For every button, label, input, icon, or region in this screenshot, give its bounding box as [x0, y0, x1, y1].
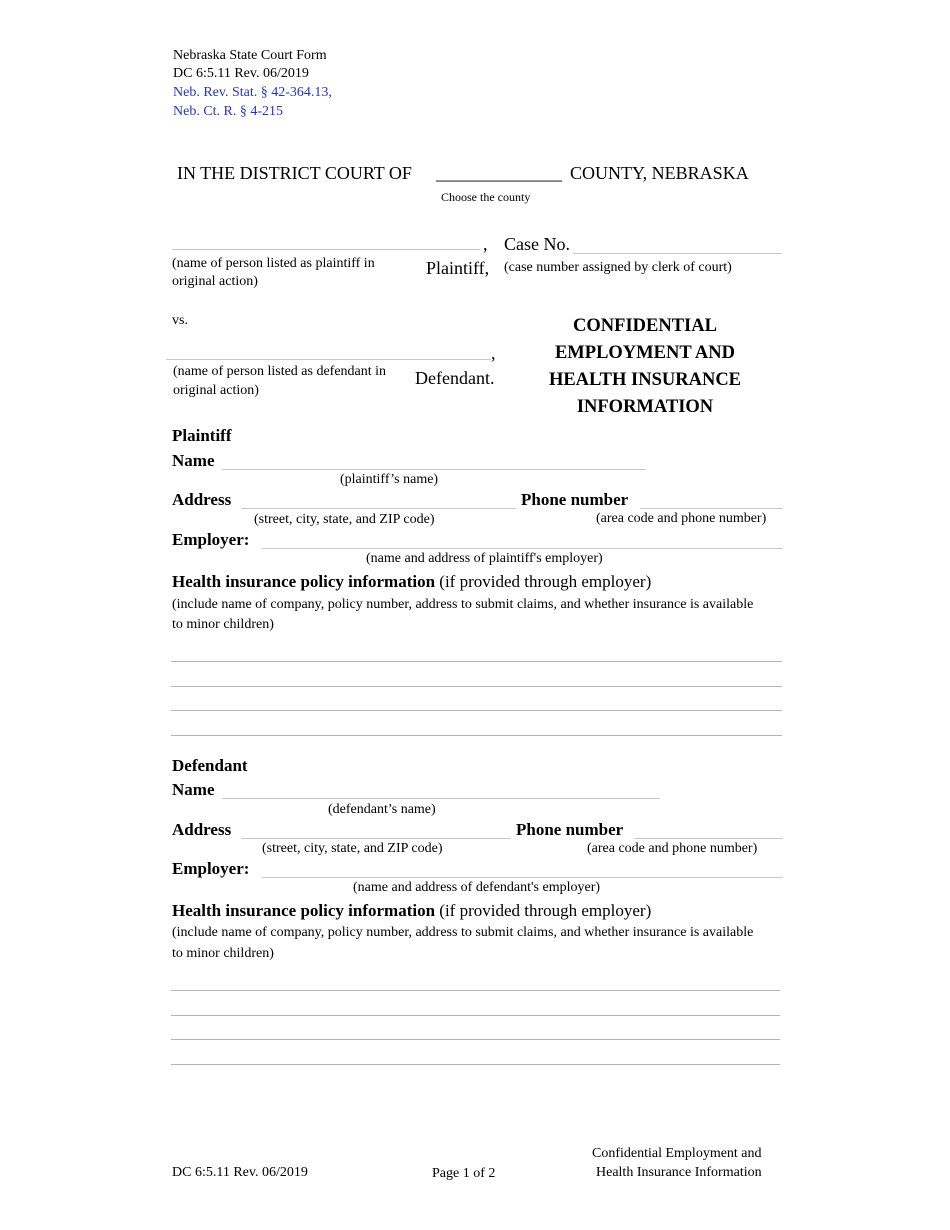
defendant-phone-input[interactable] — [634, 820, 783, 839]
defendant-insurance-line-4[interactable] — [171, 1064, 780, 1065]
defendant-insurance-line-3[interactable] — [171, 1039, 780, 1040]
title-line-2: EMPLOYMENT AND — [554, 343, 736, 363]
case-no-label: Case No. — [504, 234, 570, 254]
plaintiff-insurance-note-2: to minor children) — [172, 617, 274, 632]
defendant-employer-note: (name and address of defendant's employer) — [353, 880, 601, 895]
plaintiff-address-input[interactable] — [241, 490, 516, 509]
defendant-address-note: (street, city, state, and ZIP code) — [262, 841, 443, 856]
case-number-input[interactable] — [573, 235, 782, 254]
defendant-employer-input[interactable] — [262, 859, 783, 878]
plaintiff-address-label: Address — [172, 490, 232, 509]
plaintiff-comma: , — [483, 234, 488, 254]
defendant-caption-field[interactable] — [166, 341, 491, 360]
plaintiff-address-note: (street, city, state, and ZIP code) — [254, 512, 435, 527]
plaintiff-caption-note-2: original action) — [172, 274, 258, 289]
plaintiff-insurance-suffix: (if provided through employer) — [435, 572, 652, 591]
defendant-heading: Defendant — [172, 756, 248, 775]
form-source: Nebraska State Court Form — [173, 48, 327, 63]
plaintiff-phone-label: Phone number — [521, 490, 629, 509]
footer-doc-title-2: Health Insurance Information — [596, 1165, 762, 1180]
title-line-1: CONFIDENTIAL — [573, 316, 717, 336]
plaintiff-insurance-line-4[interactable] — [171, 735, 782, 736]
plaintiff-name-note: (plaintiff’s name) — [340, 472, 439, 487]
plaintiff-insurance-heading — [172, 572, 651, 592]
defendant-insurance-suffix: (if provided through employer) — [435, 901, 652, 920]
plaintiff-insurance-note-1: (include name of company, policy number, address to submit claims, and whether insurance is available — [172, 597, 754, 612]
defendant-caption-note-2: original action) — [173, 383, 259, 398]
defendant-label: Defendant. — [415, 368, 495, 388]
defendant-insurance-note-1: (include name of company, policy number, address to submit claims, and whether insurance is available — [172, 925, 754, 940]
plaintiff-caption-field[interactable] — [172, 231, 480, 250]
plaintiff-caption-note-1: (name of person listed as plaintiff in — [172, 256, 375, 271]
footer-page-number: Page 1 of 2 — [432, 1166, 496, 1181]
versus: vs. — [172, 313, 188, 328]
plaintiff-employer-label: Employer: — [172, 530, 250, 549]
document-title — [520, 313, 770, 421]
plaintiff-employer-input[interactable] — [262, 530, 783, 549]
defendant-insurance-heading — [172, 901, 651, 921]
plaintiff-insurance-label: Health insurance policy information — [172, 572, 436, 591]
case-no-note: (case number assigned by clerk of court) — [504, 260, 732, 275]
defendant-phone-label: Phone number — [516, 820, 624, 839]
defendant-phone-note: (area code and phone number) — [587, 841, 758, 856]
plaintiff-employer-note: (name and address of plaintiff's employer) — [366, 551, 603, 566]
defendant-insurance-line-1[interactable] — [171, 990, 780, 991]
plaintiff-label: Plaintiff, — [426, 258, 490, 278]
statute-link-2[interactable]: Neb. Ct. R. § 4-215 — [173, 104, 284, 119]
court-prefix: IN THE DISTRICT COURT OF — [177, 163, 412, 183]
plaintiff-heading: Plaintiff — [172, 426, 232, 445]
defendant-caption-note-1: (name of person listed as defendant in — [173, 364, 387, 379]
defendant-name-input[interactable] — [222, 780, 660, 799]
plaintiff-name-input[interactable] — [222, 451, 646, 470]
county-hint: Choose the county — [441, 190, 531, 204]
footer-form-id: DC 6:5.11 Rev. 06/2019 — [172, 1165, 308, 1180]
defendant-name-note: (defendant’s name) — [328, 802, 436, 817]
defendant-comma: , — [491, 343, 496, 363]
footer-doc-title-1: Confidential Employment and — [592, 1146, 762, 1161]
plaintiff-phone-input[interactable] — [640, 490, 783, 509]
defendant-insurance-label: Health insurance policy information — [172, 901, 436, 920]
county-select[interactable]: ______________ — [436, 163, 562, 183]
statute-link-1[interactable]: Neb. Rev. Stat. § 42-364.13, — [173, 85, 332, 100]
defendant-name-label: Name — [172, 780, 215, 799]
court-suffix: COUNTY, NEBRASKA — [570, 163, 749, 183]
plaintiff-insurance-line-3[interactable] — [171, 710, 782, 711]
plaintiff-insurance-line-2[interactable] — [171, 686, 782, 687]
defendant-insurance-line-2[interactable] — [171, 1015, 780, 1016]
defendant-address-label: Address — [172, 820, 232, 839]
plaintiff-insurance-line-1[interactable] — [171, 661, 782, 662]
defendant-employer-label: Employer: — [172, 859, 250, 878]
plaintiff-phone-note: (area code and phone number) — [596, 511, 767, 526]
defendant-insurance-note-2: to minor children) — [172, 946, 274, 961]
title-line-4: INFORMATION — [576, 397, 714, 417]
form-number: DC 6:5.11 Rev. 06/2019 — [173, 66, 309, 81]
plaintiff-name-label: Name — [172, 451, 215, 470]
defendant-address-input[interactable] — [241, 820, 511, 839]
title-line-3: HEALTH INSURANCE — [548, 370, 742, 390]
